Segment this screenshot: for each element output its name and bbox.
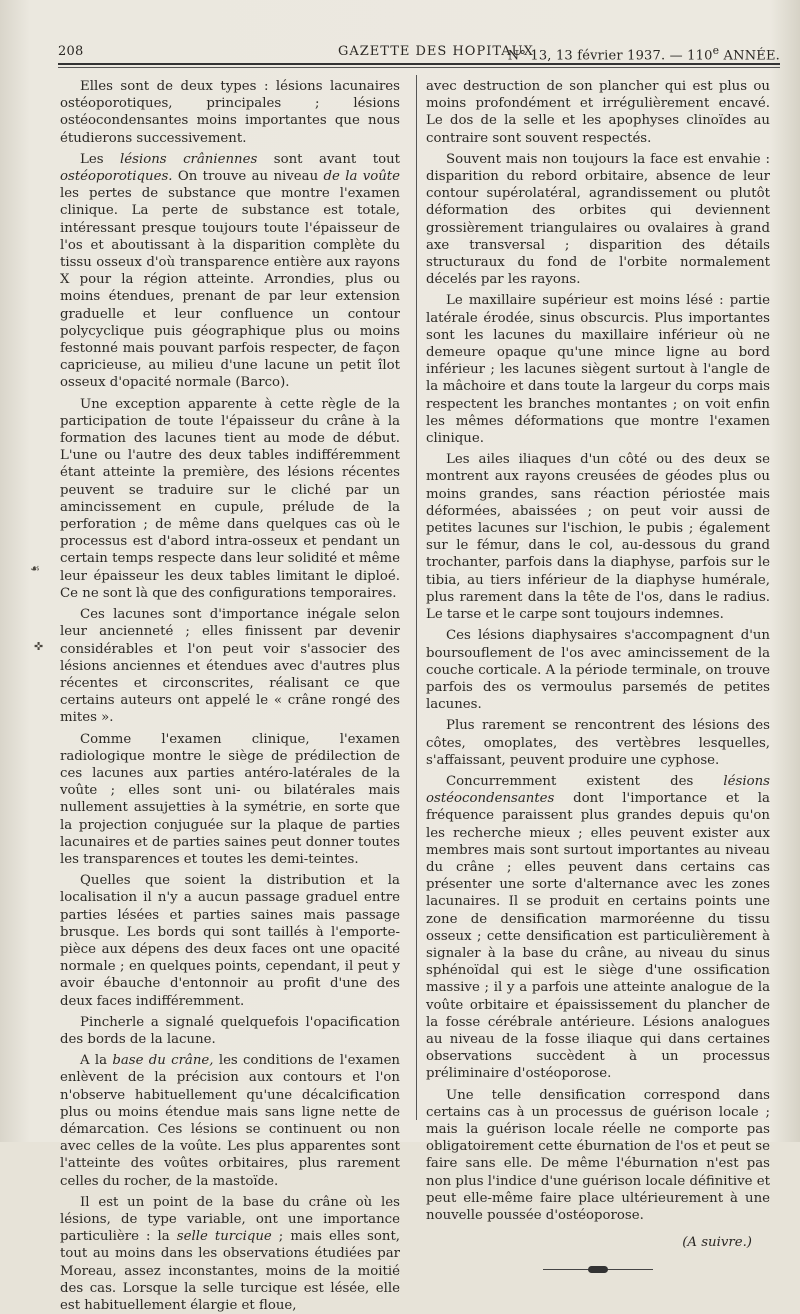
text-run: ; mais elles sont, tout au moins dans les observations étudiées par Moreau, assez inconstantes, moins de la moitié des cas. Lorsque la selle turcique est lésée, elle est habituellement élargie et floue, [60, 1229, 401, 1314]
end-rule-ornament [588, 1266, 608, 1273]
header-rule-thin [58, 67, 780, 68]
paragraph: Ces lésions diaphysaires s'accompagnent d'un boursouflement de l'os avec amincissement de la couche corticale. A la période terminale, on trouve parfois des os vermoulus parsemés de petites lacunes. [426, 628, 770, 713]
paragraph: Elles sont de deux types : lésions lacunaires ostéoporotiques, principales ; lésions ostéocondensantes moins importantes que nous étudierons successivement. [60, 79, 400, 146]
journal-title: GAZETTE DES HOPITAUX [338, 44, 534, 59]
paragraph: avec destruction de son plancher qui est plus ou moins profondément et irrégulièrement encavé. Le dos de la selle et les apophyses clinoïdes au contraire sont souvent respectés. [426, 79, 770, 146]
text-run: dont l'importance et la fréquence paraissent plus grandes depuis qu'on les recherche mieux ; elles peuvent exister aux membres mais sont surtout importantes au niveau du crâne ; elles peuvent dans certains cas présenter une sorte d'alternance avec les zones lacunaires. Il se produit en certains points une zone de densification marmoréenne du tissu osseux ; cette densification est particulièrement à signaler à la base du crâne, au niveau du sinus sphénoïdal qui est le siège d'une ossification massive ; il y a parfois une atteinte analogue de la voûte orbitaire et épaississement du plancher de la fosse cérébrale antérieure. Lésions analogues au niveau de la fosse iliaque qui dans certaines observations succèdent à un processus préliminaire d'ostéoporose. [426, 791, 770, 1082]
paragraph: Quelles que soient la distribution et la localisation il n'y a aucun passage graduel entre parties lésées et parties saines mais passage brusque. Les bords qui sont taillés à l'emporte-pièce aux dépens des deux faces ont une opacité normale ; en quelques points, cependant, il peut y avoir ébauche d'entonnoir au profit d'une des deux faces indifféremment. [60, 873, 400, 1009]
paragraph [60, 151, 400, 392]
header-rule [58, 63, 780, 65]
paragraph: Comme l'examen clinique, l'examen radiologique montre le siège de prédilection de ces lacunes aux parties antéro-latérales de la voûte ; elles sont uni- ou bilatérales mais nullement assujetties à la symétrie, en sorte que la projection conjuguée sur la plaque de parties lacunaires et de parties saines peut donner toutes les transparences et toutes les demi-teintes. [60, 731, 400, 867]
italic-term: lésions crâniennes [120, 151, 258, 167]
issue-info [508, 44, 780, 63]
text-run: les pertes de substance que montre l'examen clinique. La perte de substance est totale, intéressant presque toujours toute l'épaisseur de l'os et aboutissant à la disparition complète du tissu osseux d'où transparence entière aux rayons X pour la région atteinte. Arrondies, plus ou moins étendues, prenant de par leur extension graduelle et leur confluence un contour polycyclique puis géographique plus ou moins festonné mais pouvant parfois respecter, de façon capricieuse, au milieu d'une lacune un petit îlot osseux d'opacité normale (Barco). [60, 186, 400, 391]
text-run: sont avant tout [257, 151, 400, 167]
margin-annotation: ✜ [34, 640, 44, 653]
issue-sup: e [712, 44, 720, 57]
paragraph [60, 1052, 400, 1190]
issue-year-label: ANNÉE. [719, 48, 780, 64]
margin-annotation: ☙ [30, 562, 40, 575]
italic-term: lésions ostéocondensantes [426, 773, 770, 807]
text-run: Concurremment existent des [446, 773, 724, 789]
paragraph: Une telle densification correspond dans certains cas à un processus de guérison locale ; mais la guérison locale réelle ne comporte pas obligatoirement cette éburnation de l'os et peut se faire sans elle. De même l'éburnation n'est pas non plus l'indice d'une guérison locale définitive et peut elle-même faire place ultérieurement à une nouvelle poussée d'ostéoporose. [426, 1087, 770, 1223]
paragraph: Pincherle a signalé quelquefois l'opacification des bords de la lacune. [60, 1014, 400, 1047]
text-run: les conditions de l'examen enlèvent de la précision aux contours et l'on n'observe habituellement qu'une décalcification plus ou moins étendue mais sans ligne nette de démarcation. Ces lésions se continuent ou non avec celles de la voûte. Les plus apparentes sont l'atteinte des voûtes orbitaires, plus rarement celles du rocher, de la mastoïde. [60, 1053, 400, 1189]
end-ornament-rule [543, 1265, 653, 1275]
italic-term: ostéoporotiques. [60, 169, 173, 185]
page-number: 208 [58, 44, 84, 59]
paragraph [60, 1194, 400, 1314]
paragraph: Plus rarement se rencontrent des lésions des côtes, omoplates, des vertèbres lesquelles, s'affaissant, peuvent produire une cyphose. [426, 718, 770, 768]
italic-term: de la voûte [323, 169, 400, 185]
to-be-continued: (A suivre.) [682, 1235, 752, 1251]
paragraph: Ces lacunes sont d'importance inégale selon leur ancienneté ; elles finissent par devenir considérables et l'on peut voir s'associer des lésions anciennes et étendues avec d'autres plus récentes et circonscrites, réalisant ce que certains auteurs ont appelé le « crâne rongé des mites ». [60, 607, 400, 726]
text-run: On trouve au niveau [172, 169, 324, 185]
page-header [58, 38, 780, 62]
paragraph: Une exception apparente à cette règle de la participation de toute l'épaisseur du crâne à la formation des lacunes tient au mode de début. L'une ou l'autre des deux tables indifféremment étant atteinte la première, des lésions récentes peuvent se traduire sur le cliché par un amincissement en cupule, prélude de la perforation ; de même dans quelques cas où le processus est d'abord intra-osseux et pendant un certain temps respecte dans leur solidité et même leur épaisseur les deux tables limitant le diploé. Ce ne sont là que des configurations temporaires. [60, 396, 400, 601]
paragraph [426, 773, 770, 1083]
left-column [60, 78, 400, 1314]
text-run: Il est un point de la base du crâne où les lésions, de type variable, ont une importance particulière : la [60, 1194, 400, 1245]
text-run: A la [80, 1053, 113, 1069]
italic-term: base du crâne, [112, 1053, 214, 1069]
italic-term: selle turcique [176, 1229, 272, 1245]
text-run: Les [80, 151, 120, 167]
issue-date: N° 13, 13 février 1937. — 110 [507, 48, 713, 64]
right-column [426, 78, 770, 1275]
column-separator [416, 75, 417, 1120]
paragraph: Les ailes iliaques d'un côté ou des deux se montrent aux rayons creusées de géodes plus ou moins grandes, sans réaction périostée mais déformées, abaissées ; on peut voir aussi de petites lacunes sur l'ischion, le pubis ; également sur le fémur, dans le col, au-dessous du grand trochanter, parfois dans la diaphyse, parfois sur le tibia, au tiers inférieur de la diaphyse humérale, plus rarement dans la tête de l'os, dans le radius. Le tarse et le carpe sont toujours indemnes. [426, 452, 770, 623]
paragraph: Le maxillaire supérieur est moins lésé : partie latérale érodée, sinus obscurcis. Plus importantes sont les lacunes du maxillaire inférieur où ne demeure opaque qu'une mince ligne au bord inférieur ; les lacunes siègent surtout à l'angle de la mâchoire et dans toute la largeur du corps mais respectent les branches montantes ; on voit enfin les mêmes déformations que montre l'examen clinique. [426, 293, 770, 447]
paragraph: Souvent mais non toujours la face est envahie : disparition du rebord orbitaire, absence de leur contour supérolatéral, agrandissement ou plutôt déformation des orbites qui deviennent grossièrement triangulaires ou ovalaires à grand axe transversal ; disparition des détails structuraux du fond de l'orbite normalement décelés par les rayons. [426, 151, 770, 288]
